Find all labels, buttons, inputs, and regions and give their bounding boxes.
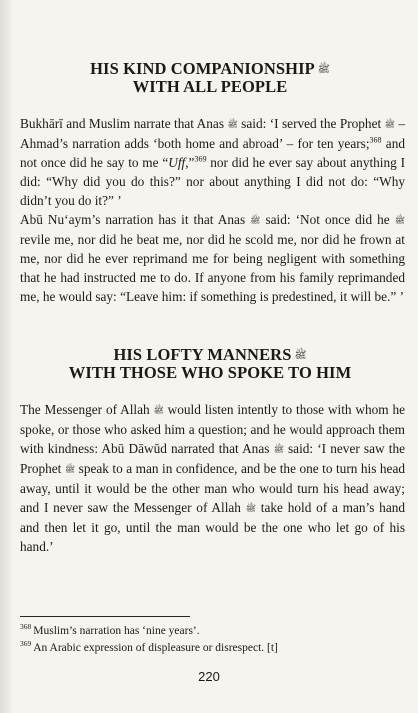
- paragraph-anas-served: Bukhārī and Muslim narrate that Anas ﷺ said: ‘I served the Prophet ﷺ – Ahmad’s narration adds ‘both home and abroad’ – for ten years;$^{368}$ and not once did he say to me “Uff,”$^{369}$ nor did he ever say about anything I did: “Why did you do this?” nor about anything I did not do: “Why didn’t you do it?” ’: [20, 116, 405, 208]
- honorific-glyph: ﷺ: [153, 405, 164, 415]
- footnote-369: $^{369}$ An Arabic expression of displeasure or disrespect. [t]: [20, 639, 278, 654]
- honorific-glyph: ﷺ: [250, 215, 261, 225]
- section-heading-kind-companionship: [20, 60, 400, 95]
- honorific-glyph: ﷺ: [245, 503, 257, 513]
- footnote-ref-368[interactable]: 368: [369, 135, 382, 145]
- paragraph-abu-nuaym: Abū Nu‘aym’s narration has it that Anas ﷺ said: ‘Not once did he ﷺ revile me, nor did he beat me, nor did he scold me, nor did he frown at me, nor did he ever reprimand me for being negligent with something that he had instructed me to do. If anyone from his family reprimanded me, he would say: “Leave him: if something is predestined, it will be.” ’: [20, 212, 405, 304]
- footnote-ref-369[interactable]: 369: [194, 154, 207, 164]
- honorific-glyph: ﷺ: [317, 64, 330, 75]
- honorific-glyph: ﷺ: [384, 119, 395, 129]
- honorific-glyph: ﷺ: [273, 444, 284, 454]
- honorific-glyph: ﷺ: [227, 119, 238, 129]
- paragraph-messenger-listened: The Messenger of Allah ﷺ would listen intently to those with whom he spoke, or those who asked him a question; and he would approach them with kindness: Abū Dāwūd narrated that Anas ﷺ said: ‘I never saw the Prophet ﷺ speak to a man in confidence, and be the one to turn his head away, until it would be the other man who would turn his head away; and I never saw the Messenger of Allah ﷺ take hold of a man’s hand and then let it go, until the man would be the one who let go of his hand.’: [20, 402, 406, 554]
- heading-line-2: WITH ALL PEOPLE: [132, 77, 288, 96]
- honorific-glyph: ﷺ: [294, 350, 307, 361]
- binding-shadow: [0, 0, 14, 713]
- honorific-glyph: ﷺ: [394, 215, 405, 225]
- page-number: 220: [198, 669, 220, 684]
- heading-line-2: WITH THOSE WHO SPOKE TO HIM: [68, 363, 352, 382]
- footnote-divider: [20, 616, 190, 617]
- footnote-368: $^{368}$ Muslim’s narration has ‘nine years’.: [20, 622, 200, 637]
- uff-term: Uff: [168, 155, 186, 170]
- heading-line-1: HIS KIND COMPANIONSHIP ﷺ: [90, 59, 330, 78]
- honorific-glyph: ﷺ: [64, 464, 76, 474]
- footnotes: [20, 623, 405, 657]
- heading-line-1: HIS LOFTY MANNERS ﷺ: [113, 345, 307, 364]
- section-heading-lofty-manners: [20, 346, 400, 381]
